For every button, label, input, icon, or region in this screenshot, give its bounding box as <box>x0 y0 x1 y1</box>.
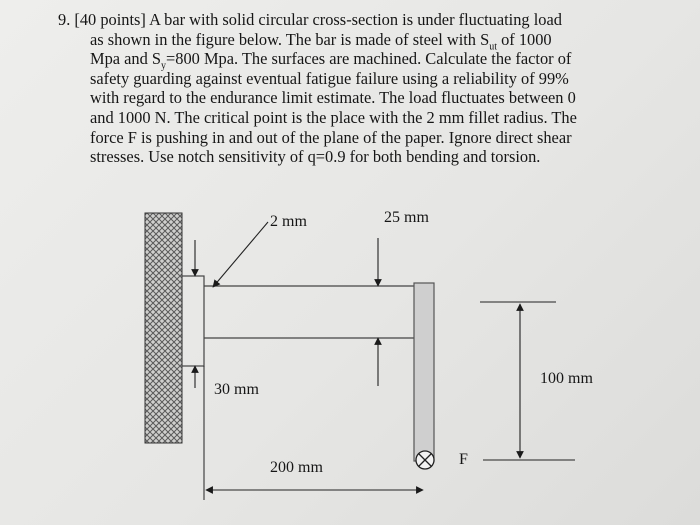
problem-line-3: Mpa and $S_y=800$ Mpa. The surfaces are machined. Calculate the factor of <box>90 49 572 72</box>
label-arm: 100 mm <box>540 370 593 387</box>
problem-line-2: as shown in the figure below. The bar is made of steel with $S_{ut}$ of 1000 <box>90 29 552 52</box>
label-fillet: 2 mm <box>270 213 307 230</box>
fillet-leader <box>213 222 268 287</box>
force-symbol <box>416 451 434 469</box>
label-force: F <box>459 451 468 468</box>
problem-line-4: safety guarding against eventual fatigue failure using a reliability of 99% <box>90 68 569 88</box>
problem-line-6: and 1000 N. The critical point is the place with the 2 mm fillet radius. The <box>90 107 577 127</box>
problem-number: 9. <box>58 10 71 29</box>
label-diameter-small: 30 mm <box>214 381 259 398</box>
label-diameter-large: 25 mm <box>384 209 429 226</box>
bar-arm <box>414 283 434 461</box>
problem-line-7: force F is pushing in and out of the plane of the paper. Ignore direct shear <box>90 127 572 147</box>
problem-line-5: with regard to the endurance limit estimate. The load fluctuates between 0 <box>90 88 576 108</box>
fixed-wall <box>145 213 182 443</box>
problem-line-1: 9. [40 points] A bar with solid circular cross-section is under fluctuating load <box>58 10 562 29</box>
label-length: 200 mm <box>270 459 323 476</box>
problem-points: [40 points] <box>74 10 146 29</box>
bar-main-section <box>204 286 414 338</box>
bar-step-section <box>182 276 204 366</box>
problem-line-8: stresses. Use notch sensitivity of q=0.9 for both bending and torsion. <box>90 147 541 167</box>
